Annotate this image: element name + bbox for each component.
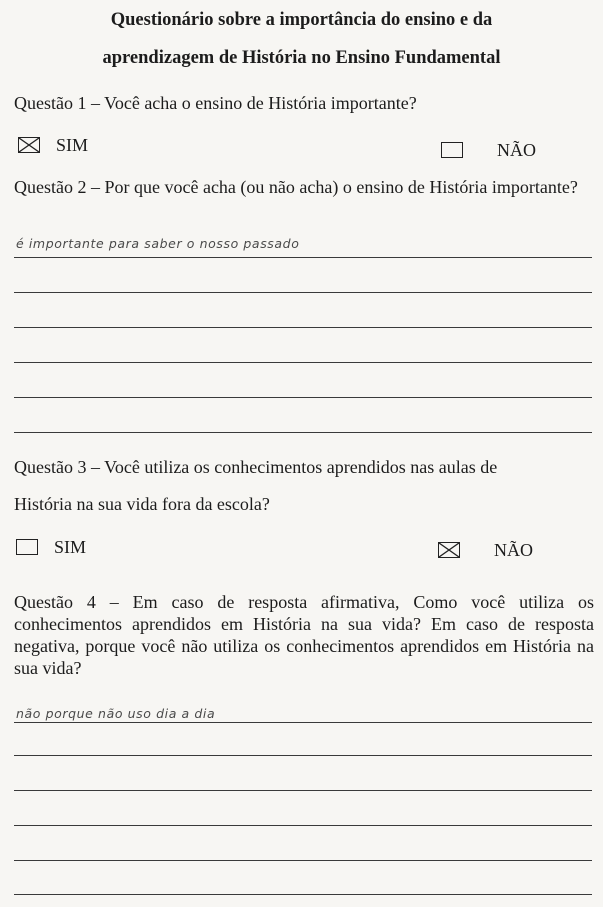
question-1-text: Questão 1 – Você acha o ensino de História importante? xyxy=(14,93,417,113)
answer-line xyxy=(14,894,592,895)
q3-option-no-label: NÃO xyxy=(494,540,533,560)
answer-line xyxy=(14,327,592,328)
q3-option-no[interactable] xyxy=(438,539,533,561)
q1-option-no-label: NÃO xyxy=(497,140,536,160)
answer-line xyxy=(14,432,592,433)
q3-option-yes-label: SIM xyxy=(54,537,87,557)
q1-option-yes[interactable] xyxy=(18,134,88,156)
q1-option-yes-label: SIM xyxy=(56,135,89,155)
answer-line xyxy=(14,292,592,293)
answer-line xyxy=(14,860,592,861)
checkbox-checked-icon[interactable] xyxy=(18,137,40,153)
q4-handwritten-answer: não porque não uso dia a dia xyxy=(16,706,216,721)
question-4-text: Questão 4 – Em caso de resposta afirmativa, Como você utiliza os conhecimentos aprendidos em História na sua vida? Em caso de resposta negativa, porque você não utiliza os conhecimentos aprendidos em História na sua vida? xyxy=(14,592,594,678)
title-line-1: Questionário sobre a importância do ensino e da xyxy=(110,10,493,30)
checkbox-checked-icon[interactable] xyxy=(438,542,460,558)
answer-line xyxy=(14,790,592,791)
answer-line xyxy=(14,825,592,826)
answer-line xyxy=(14,362,592,363)
q1-option-no[interactable] xyxy=(441,139,536,161)
question-3-line-2: História na sua vida fora da escola? xyxy=(14,494,270,514)
answer-line xyxy=(14,755,592,756)
answer-line xyxy=(14,257,592,258)
question-2-text: Questão 2 – Por que você acha (ou não acha) o ensino de História importante? xyxy=(14,177,578,197)
title-line-2: aprendizagem de História no Ensino Fundamental xyxy=(102,48,501,68)
answer-line xyxy=(14,722,592,723)
question-3-line-1: Questão 3 – Você utiliza os conhecimentos aprendidos nas aulas de xyxy=(14,457,498,477)
q3-option-yes[interactable] xyxy=(16,536,86,558)
checkbox-empty-icon[interactable] xyxy=(16,539,38,555)
q2-handwritten-answer: é importante para saber o nosso passado xyxy=(16,236,300,251)
answer-line xyxy=(14,397,592,398)
checkbox-empty-icon[interactable] xyxy=(441,142,463,158)
